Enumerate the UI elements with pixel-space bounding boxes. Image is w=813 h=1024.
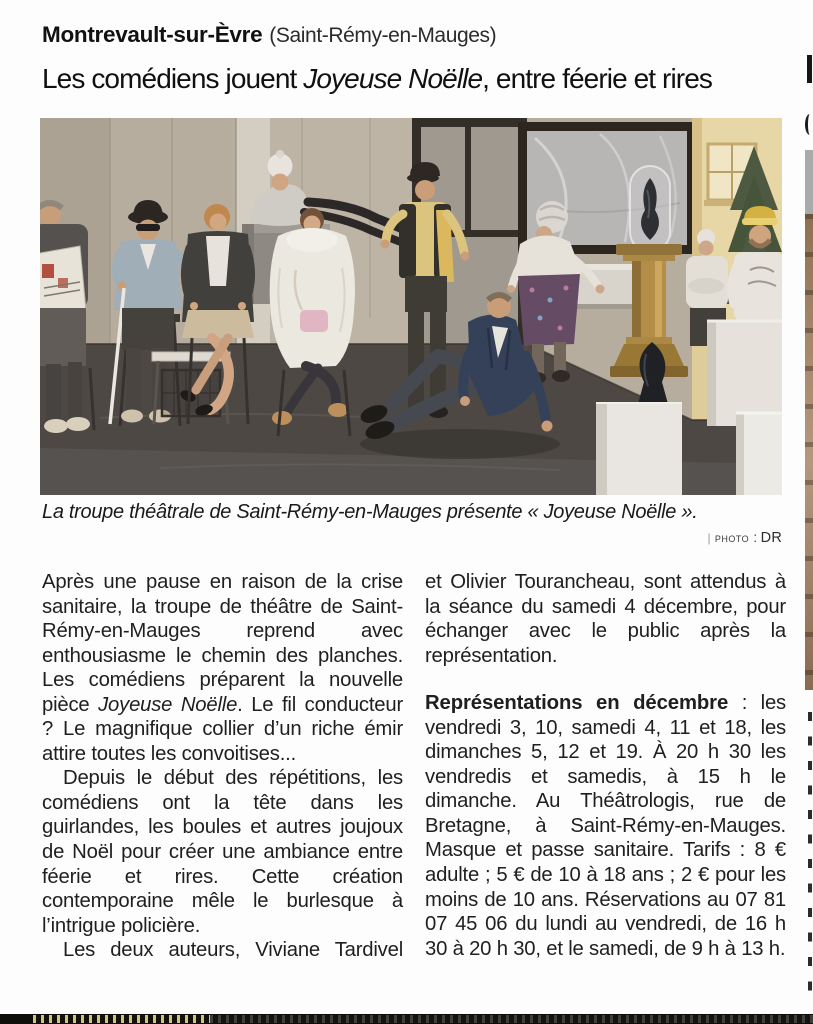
adjacent-column-headline-fragment xyxy=(807,55,812,83)
kicker xyxy=(42,22,496,48)
photo-caption: La troupe théâtrale de Saint-Rémy-en-Mauges présente « Joyeuse Noëlle ». xyxy=(42,501,698,523)
article-photo xyxy=(40,118,782,495)
bottom-strip-gold-ticks xyxy=(33,1015,210,1023)
article-body xyxy=(42,570,786,963)
paragraph-authors-start: Les deux auteurs, Viviane Tardivel xyxy=(63,939,403,962)
paragraph-schedule: Représentations en décembre : les vendredi 3, 10, samedi 4, 11 et 18, les dimanches 5, 12 et 19. À 20 h 30 les vendredis et samedis, à 15 h le dimanche. Au Théâtrologis, rue de Bretagne, à Saint-Rémy-en-Mauges. Masque et passe sanitaire. Tarifs : 8 € adulte ; 5 € de 10 à 18 ans ; 2 € pour les moins de 10 ans. Réservations au 07 81 07 45 06 du lundi au vendredi, de 16 h 30 à 20 h 30, et le samedi, de 9 h à 13 h. xyxy=(425,692,786,960)
headline: Les comédiens jouent Joyeuse Noëlle, entre féerie et rires xyxy=(42,63,712,94)
adjacent-text-fragments xyxy=(808,712,812,994)
column-left xyxy=(42,570,403,963)
stage-scene-illustration xyxy=(40,118,782,495)
adjacent-photo-edge xyxy=(805,214,813,690)
paragraph-rehearsals: Depuis le début des répétitions, les comédiens ont la tête dans les guirlandes, les boules et autres joujoux de Noël pour créer une ambiance entre féerie et rires. Cette création contemporaine mêle le burlesque à l’intrigue policière. xyxy=(42,767,403,937)
photo-tint-overlay xyxy=(40,118,782,495)
kicker-title: Montrevault-sur-Èvre xyxy=(42,22,263,47)
credit-label: photo : xyxy=(714,530,758,545)
paragraph-intro: Après une pause en raison de la crise sanitaire, la troupe de théâtre de Saint-Rémy-en-Mauges reprend avec enthousiasme le chemin des planches. Les comédiens préparent la nouvelle pièce Joyeuse Noëlle. Le fil conducteur ? Le magnifique collier d’un riche émir attire toutes les convoitises... xyxy=(42,571,404,765)
paragraph-authors-continued: et Olivier Tourancheau, sont attendus à la séance du samedi 4 décembre, pour échanger avec le public après la représentation. xyxy=(425,571,786,667)
bottom-strip-dark-ticks xyxy=(210,1015,813,1023)
adjacent-photo-top-edge xyxy=(805,150,813,214)
kicker-location: (Saint-Rémy-en-Mauges) xyxy=(269,24,497,47)
column-right xyxy=(425,570,786,963)
photo-credit xyxy=(707,530,782,546)
bottom-decorative-strip xyxy=(0,1014,813,1024)
credit-value: DR xyxy=(760,530,782,546)
adjacent-column-paren-fragment xyxy=(805,114,813,135)
credit-separator: | xyxy=(707,531,711,545)
